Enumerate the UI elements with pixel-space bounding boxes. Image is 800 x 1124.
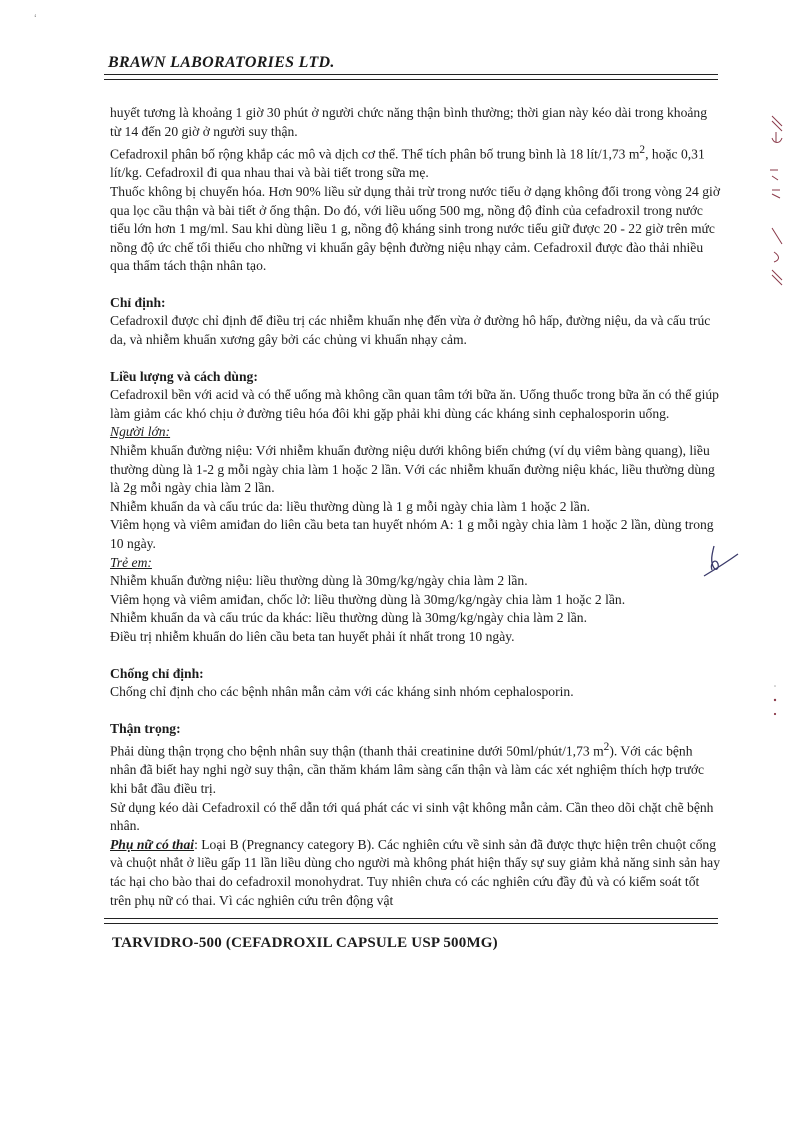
product-footer: TARVIDRO-500 (CEFADROXIL CAPSULE USP 500MG) [112, 935, 498, 951]
distribution-text-a: Cefadroxil phân bố rộng khắp các mô và dịch cơ thể. Thể tích phân bố trung bình là 18 lít/1,73 m [110, 146, 640, 162]
caution-prolonged-use: Sử dụng kéo dài Cefadroxil có thể dẫn tới quá phát các vi sinh vật không mẫn cảm. Cần theo dõi chặt chẽ bệnh nhân. [110, 799, 714, 834]
adult-dose-1: Nhiễm khuẩn đường niệu: Với nhiễm khuẩn đường niệu dưới không biến chứng (ví dụ viêm bàng quang), liều thường dùng là 1-2 g mỗi ngày chia làm 1 hoặc 2 lần. Với các nhiễm khuẩn đường niệu khác, liều thường dùng là 2g mỗi ngày chia làm 2 lần. [110, 443, 715, 496]
caution-renal [110, 738, 720, 798]
child-dose-4: Điều trị nhiễm khuẩn do liên cầu beta tan huyết phải ít nhất trong 10 ngày. [110, 628, 515, 644]
paragraph-distribution [110, 141, 720, 183]
company-header: BRAWN LABORATORIES LTD. [108, 54, 335, 71]
superscript: 2 [639, 144, 646, 157]
paragraph-elimination: Thuốc không bị chuyển hóa. Hơn 90% liều sử dụng thải trừ trong nước tiểu ở dạng không đổi trong vòng 24 giờ qua lọc cầu thận và bài tiết ở ống thận. Do đó, với liều uống 500 mg, nồng độ đỉnh của cefadroxil trong nước tiểu lớn hơn 1 mg/ml. Sau khi dùng liều 1 g, nồng độ kháng sinh trong nước tiểu giữ được 20 - 22 giờ trên mức nồng độ ức chế tối thiểu cho những vi khuẩn gây bệnh đường niệu nhạy cảm. Cefadroxil được đào thải nhiều qua thẩm tách thận nhân tạo. [110, 183, 721, 274]
adult-dose-3: Viêm họng và viêm amiđan do liên cầu beta tan huyết nhóm A: 1 g mỗi ngày chia làm 1 hoặc 2 lần, dùng trong 10 ngày. [110, 517, 714, 551]
footer-rule-top [104, 918, 718, 919]
indication-text: Cefadroxil được chỉ định để điều trị các nhiễm khuẩn nhẹ đến vừa ở đường hô hấp, đường niệu, da và cấu trúc da, và nhiễm khuẩn xương gây bởi các chủng vi khuẩn nhạy cảm. [110, 313, 711, 348]
caution-pregnancy [110, 836, 720, 910]
header-rule-top [104, 74, 718, 75]
adult-dose-2: Nhiễm khuẩn da và cấu trúc da: liều thường dùng là 1 g mỗi ngày chia làm 1 hoặc 2 lần. [110, 498, 591, 514]
handwritten-initials-icon [700, 540, 742, 582]
adults-label: Người lớn: [110, 424, 171, 440]
pregnancy-label: Phụ nữ có thai [110, 836, 195, 852]
indication-heading: Chỉ định: [110, 294, 166, 310]
children-label: Trẻ em: [110, 554, 152, 570]
contraindication-heading: Chống chỉ định: [110, 665, 204, 681]
paragraph-half-life: huyết tương là khoảng 1 giờ 30 phút ở người chức năng thận bình thường; thời gian này kéo dài trong khoảng từ 14 đến 20 giờ ở người suy thận. [110, 105, 708, 139]
header-rule-bottom [104, 79, 718, 80]
child-dose-2: Viêm họng và viêm amiđan, chốc lở: liều thường dùng là 30mg/kg/ngày chia làm 1 hoặc 2 lần. [110, 591, 626, 607]
document-body [110, 104, 720, 910]
margin-stamp-icon [766, 110, 790, 290]
distribution-text-b: , hoặc 0,31 lít/kg. Cefadroxil đi qua nhau thai và bài tiết trong sữa mẹ. [110, 146, 705, 181]
margin-dot-marks-icon [768, 680, 782, 720]
caution-renal-text-a: Phải dùng thận trọng cho bệnh nhân suy thận (thanh thải creatinine dưới 50ml/phút/1,73 m [110, 743, 604, 759]
corner-mark: ʻ [34, 12, 37, 26]
dosage-intro: Cefadroxil bền với acid và có thể uống mà không cần quan tâm tới bữa ăn. Uống thuốc trong bữa ăn có thể giúp làm giảm các khó chịu ở đường tiêu hóa đôi khi gặp phải khi dùng các kháng sinh cephalosporin uống. [110, 387, 719, 421]
caution-heading: Thận trọng: [110, 720, 181, 736]
dosage-heading: Liều lượng và cách dùng: [110, 368, 258, 384]
child-dose-1: Nhiễm khuẩn đường niệu: liều thường dùng là 30mg/kg/ngày chia làm 2 lần. [110, 573, 528, 589]
superscript: 2 [603, 741, 610, 754]
caution-renal-text-b: ). Với các bệnh nhân đã biết hay nghi ngờ suy thận, cần thăm khám lâm sàng cẩn thận và làm các xét nghiệm thích hợp trước khi bắt đầu điều trị. [110, 743, 705, 797]
pregnancy-text: : Loại B (Pregnancy category B). Các nghiên cứu về sinh sản đã được thực hiện trên chuột cống và chuột nhắt ở liều gấp 11 lần liều dùng cho người mà không phát hiện thấy sự suy giảm khả năng sinh sản hay tác hại cho bào thai do cefadroxil monohydrat. Tuy nhiên chưa có các nghiên cứu đầy đủ và có kiểm soát tốt trên phụ nữ có thai. Vì các nghiên cứu trên động vật [110, 836, 721, 908]
footer-rule-bottom [104, 923, 718, 924]
contraindication-text: Chống chỉ định cho các bệnh nhân mẫn cảm với các kháng sinh nhóm cephalosporin. [110, 684, 574, 700]
child-dose-3: Nhiễm khuẩn da và cấu trúc da khác: liều thường dùng là 30mg/kg/ngày chia làm 2 lần. [110, 610, 587, 626]
